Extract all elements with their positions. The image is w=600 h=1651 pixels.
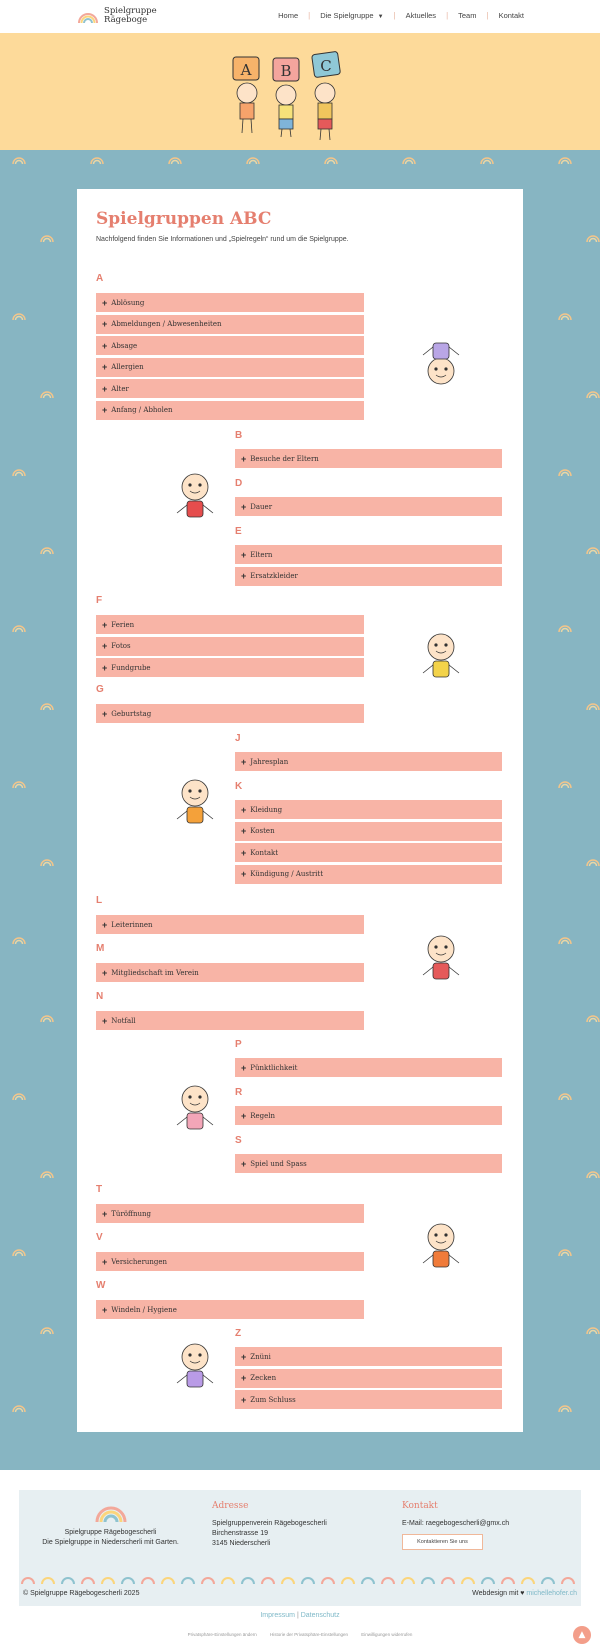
- rainbow-strip-icon: [181, 1574, 195, 1584]
- rainbow-strip-icon: [81, 1574, 95, 1584]
- plus-icon: +: [241, 1110, 247, 1121]
- accordion-item[interactable]: [235, 800, 502, 819]
- footer-about-line-2: Die Spielgruppe in Niederscherli mit Garten.: [42, 1539, 179, 1546]
- contact-button[interactable]: Kontaktieren Sie uns: [402, 1534, 483, 1550]
- plus-icon: +: [102, 641, 108, 651]
- footer-about: [19, 1528, 202, 1548]
- plus-icon: +: [241, 1394, 247, 1405]
- accordion-item-label: Versicherungen: [111, 1257, 168, 1266]
- section-letter-m: M: [96, 943, 105, 954]
- privacy-history-link[interactable]: Historie der Privatsphäre-Einstellungen: [269, 1632, 349, 1637]
- accordion-item[interactable]: [235, 1058, 502, 1077]
- accordion-item[interactable]: [235, 865, 502, 884]
- accordion-item-label: Leiterinnen: [111, 920, 153, 929]
- footer-about-line-1: Spielgruppe Rägebogescherli: [64, 1529, 157, 1536]
- rainbow-pattern-icon: [12, 156, 26, 164]
- accordion-item-label: Geburtstag: [111, 709, 152, 718]
- abc-kids-illustration: [229, 33, 371, 150]
- privacy-links: [0, 1632, 600, 1637]
- rainbow-strip-icon: [521, 1574, 535, 1584]
- section-letter-e: E: [235, 526, 242, 537]
- girl-pigtails-illustration: [165, 1079, 225, 1154]
- accordion-item[interactable]: [96, 401, 364, 420]
- accordion-item-label: Eltern: [250, 550, 273, 559]
- rainbow-strip-icon: [281, 1574, 295, 1584]
- rainbow-strip-icon: [61, 1574, 75, 1584]
- rainbow-strip-icon: [401, 1574, 415, 1584]
- accordion-item-label: Windeln / Hygiene: [111, 1305, 177, 1314]
- rainbow-pattern-icon: [12, 1404, 26, 1412]
- plus-icon: +: [241, 847, 247, 858]
- section-letter-r: R: [235, 1087, 243, 1098]
- accordion-item-label: Abmeldungen / Abwesenheiten: [111, 320, 222, 328]
- rainbow-pattern-icon: [558, 1404, 572, 1412]
- accordion-item-label: Kleidung: [250, 805, 283, 814]
- rainbow-strip-icon: [201, 1574, 215, 1584]
- accordion-item[interactable]: [96, 1300, 364, 1319]
- accordion-item-label: Kosten: [250, 827, 275, 835]
- rainbow-pattern-icon: [12, 1092, 26, 1100]
- arrow-up-icon: ▲: [578, 1630, 586, 1640]
- rainbow-pattern-icon: [558, 936, 572, 944]
- plus-icon: +: [102, 619, 108, 630]
- accordion-item-label: Fundgrube: [111, 663, 151, 672]
- accordion-item-label: Zum Schluss: [250, 1395, 296, 1404]
- rainbow-strip-icon: [481, 1574, 495, 1584]
- accordion-item-label: Besuche der Eltern: [250, 454, 319, 463]
- webdesign-link[interactable]: michellehofer.ch: [526, 1590, 577, 1597]
- rainbow-pattern-icon: [586, 546, 600, 554]
- legal-links: [0, 1612, 600, 1619]
- rainbow-strip-icon: [41, 1574, 55, 1584]
- rainbow-pattern-icon: [558, 468, 572, 476]
- rainbow-pattern-icon: [40, 390, 54, 398]
- plus-icon: +: [102, 297, 108, 308]
- rainbow-pattern-icon: [480, 156, 494, 164]
- accordion-item-label: Alter: [111, 384, 129, 393]
- accordion-item-label: Anfang / Abholen: [111, 406, 173, 414]
- nav-team[interactable]: Team: [458, 11, 477, 20]
- link-separator: |: [296, 1612, 301, 1619]
- accordion-item[interactable]: [235, 1369, 502, 1388]
- rainbow-pattern-icon: [586, 390, 600, 398]
- plus-icon: +: [241, 1062, 247, 1073]
- plus-icon: +: [102, 319, 108, 329]
- rainbow-pattern-icon: [40, 1170, 54, 1178]
- copyright: © Spielgruppe Rägebogescherli 2025: [23, 1590, 140, 1597]
- kid-rolling-illustration: [411, 1217, 471, 1292]
- accordion-item-label: Jahresplan: [250, 757, 289, 766]
- rainbow-strip-icon: [421, 1574, 435, 1584]
- girl-painting-illustration: [165, 1337, 225, 1412]
- plus-icon: +: [102, 1256, 108, 1267]
- main-nav: [278, 11, 524, 20]
- plus-icon: +: [102, 967, 108, 978]
- accordion-item-label: Znüni: [250, 1352, 271, 1361]
- plus-icon: +: [102, 362, 108, 372]
- rainbow-pattern-icon: [586, 234, 600, 242]
- section-letter-v: V: [96, 1232, 103, 1243]
- rainbow-strip-icon: [441, 1574, 455, 1584]
- rainbow-pattern-icon: [558, 156, 572, 164]
- rainbow-strip-icon: [381, 1574, 395, 1584]
- block-a: [233, 57, 259, 80]
- section-letter-j: J: [235, 733, 241, 744]
- accordion-item[interactable]: [235, 752, 502, 771]
- accordion-item[interactable]: [96, 336, 364, 355]
- section-letter-s: S: [235, 1135, 242, 1146]
- accordion-item[interactable]: [96, 1011, 364, 1030]
- footer-address: [212, 1519, 327, 1549]
- plus-icon: +: [102, 1015, 108, 1026]
- section-letter-n: N: [96, 991, 104, 1002]
- block-c-letter: C: [320, 57, 332, 75]
- rainbow-strip-icon: [341, 1574, 355, 1584]
- rainbow-strip-icon: [361, 1574, 375, 1584]
- rainbow-strip-icon: [541, 1574, 555, 1584]
- accordion-item-label: Ablösung: [111, 298, 145, 307]
- block-a-letter: A: [240, 61, 252, 79]
- rainbow-pattern-icon: [586, 858, 600, 866]
- logo-text: [104, 7, 157, 25]
- accordion-item-label: Türöffnung: [111, 1209, 151, 1218]
- rainbow-pattern-icon: [40, 234, 54, 242]
- accordion-item[interactable]: [235, 497, 502, 516]
- page-title: Spielgruppen ABC: [96, 209, 272, 229]
- plus-icon: +: [241, 549, 247, 560]
- accordion-item[interactable]: [96, 963, 364, 982]
- rainbow-pattern-icon: [12, 936, 26, 944]
- block-b: [273, 58, 299, 81]
- section-letter-k: K: [235, 781, 243, 792]
- accordion-item[interactable]: [235, 822, 502, 841]
- accordion-item[interactable]: [96, 358, 364, 377]
- rainbow-pattern-icon: [12, 1248, 26, 1256]
- plus-icon: +: [241, 1158, 247, 1169]
- accordion-item[interactable]: [235, 545, 502, 564]
- rainbow-strip-icon: [161, 1574, 175, 1584]
- accordion-item[interactable]: [96, 658, 364, 677]
- content-card: [77, 189, 523, 1432]
- rainbow-pattern-icon: [12, 780, 26, 788]
- accordion-item-label: Fotos: [111, 642, 131, 650]
- section-letter-w: W: [96, 1280, 106, 1291]
- impressum-link[interactable]: Impressum: [260, 1612, 295, 1619]
- rainbow-pattern-icon: [586, 1014, 600, 1022]
- rainbow-pattern-icon: [558, 624, 572, 632]
- rainbow-pattern-icon: [12, 624, 26, 632]
- plus-icon: +: [241, 501, 247, 512]
- nav-die-spielgruppe-label: Die Spielgruppe: [320, 11, 374, 20]
- site-header: [0, 0, 600, 33]
- girl-with-toy-illustration: [165, 467, 225, 542]
- rainbow-strip-icon: [301, 1574, 315, 1584]
- plus-icon: +: [102, 1208, 108, 1219]
- accordion-item-label: Ferien: [111, 620, 135, 629]
- plus-icon: +: [102, 1304, 108, 1315]
- plus-icon: +: [102, 919, 108, 930]
- nav-separator: |: [446, 11, 449, 20]
- plus-icon: +: [241, 756, 247, 767]
- rainbow-strip-icon: [501, 1574, 515, 1584]
- accordion-item[interactable]: [96, 637, 364, 656]
- section-letter-g: G: [96, 684, 104, 695]
- footer-box: [19, 1490, 581, 1606]
- rainbow-strip-icon: [561, 1574, 575, 1584]
- site-footer: [0, 1470, 600, 1651]
- accordion-item[interactable]: [96, 315, 364, 334]
- section-letter-p: P: [235, 1039, 242, 1050]
- rainbow-pattern-icon: [168, 156, 182, 164]
- accordion-item-label: Zecken: [250, 1374, 277, 1382]
- accordion-item-label: Mitgliedschaft im Verein: [111, 968, 199, 977]
- accordion-item[interactable]: [235, 843, 502, 862]
- accordion-item[interactable]: [96, 704, 364, 723]
- rainbow-pattern-icon: [558, 312, 572, 320]
- address-line-2: Birchenstrasse 19: [212, 1530, 269, 1537]
- plus-icon: +: [102, 383, 108, 394]
- rainbow-pattern-icon: [40, 858, 54, 866]
- footer-address-heading: Adresse: [212, 1501, 249, 1511]
- rainbow-strip-icon: [141, 1574, 155, 1584]
- rainbow-strip-icon: [261, 1574, 275, 1584]
- caret-down-icon: ▼: [377, 14, 384, 20]
- page-intro: Nachfolgend finden Sie Informationen und „Spielregeln“ rund um die Spielgruppe.: [96, 236, 349, 243]
- section-letter-l: L: [96, 895, 103, 906]
- rainbow-strip-icon: [461, 1574, 475, 1584]
- plus-icon: +: [241, 571, 247, 581]
- footer-email[interactable]: E-Mail: raegebogescherli@gmx.ch: [402, 1520, 510, 1527]
- accordion-item-label: Pünktlichkeit: [250, 1063, 298, 1072]
- rainbow-pattern-icon: [402, 156, 416, 164]
- rainbow-strip-icon: [241, 1574, 255, 1584]
- site-logo[interactable]: [77, 4, 157, 28]
- rainbow-pattern-icon: [558, 1248, 572, 1256]
- rainbow-pattern-icon: [586, 1326, 600, 1334]
- rainbow-pattern-icon: [90, 156, 104, 164]
- plus-icon: +: [102, 708, 108, 719]
- accordion-item-label: Allergien: [111, 363, 144, 371]
- accordion-item[interactable]: [96, 1204, 364, 1223]
- accordion-item-label: Regeln: [250, 1111, 276, 1120]
- rainbow-pattern-icon: [586, 1170, 600, 1178]
- accordion-item-label: Dauer: [250, 502, 273, 511]
- rainbow-strip-icon: [101, 1574, 115, 1584]
- accordion-item-label: Absage: [111, 341, 138, 350]
- address-line-1: Spielgruppenverein Rägebogescherli: [212, 1520, 327, 1527]
- logo-line-1: Spielgruppe: [104, 6, 157, 16]
- boy-with-teddy-illustration: [411, 929, 471, 1004]
- rainbow-pattern-icon: [12, 312, 26, 320]
- rainbow-pattern-icon: [40, 546, 54, 554]
- accordion-item[interactable]: [96, 915, 364, 934]
- rainbow-strip-icon: [321, 1574, 335, 1584]
- nav-separator: |: [486, 11, 489, 20]
- nav-separator: |: [393, 11, 396, 20]
- rainbow-pattern-icon: [40, 702, 54, 710]
- block-b-letter: B: [280, 62, 292, 80]
- footer-rainbow-strip: [19, 1573, 581, 1585]
- section-letter-d: D: [235, 478, 243, 489]
- plus-icon: +: [241, 453, 247, 464]
- rainbow-pattern-icon: [558, 780, 572, 788]
- logo-line-2: Rägeboge: [104, 15, 148, 25]
- rainbow-pattern-icon: [586, 702, 600, 710]
- rainbow-pattern-icon: [558, 1092, 572, 1100]
- kid-handstand-illustration: [411, 321, 471, 396]
- plus-icon: +: [102, 340, 108, 351]
- plus-icon: +: [241, 804, 247, 815]
- plus-icon: +: [102, 662, 108, 673]
- privacy-settings-link[interactable]: Privatsphäre-Einstellungen ändern: [187, 1632, 257, 1637]
- accordion-item-label: Spiel und Spass: [250, 1159, 307, 1168]
- plus-icon: +: [241, 869, 247, 879]
- accordion-item[interactable]: [96, 379, 364, 398]
- accordion-item-label: Kündigung / Austritt: [250, 870, 324, 878]
- section-letter-z: Z: [235, 1328, 242, 1339]
- boy-jumping-illustration: [411, 627, 471, 702]
- footer-contact-heading: Kontakt: [402, 1501, 438, 1511]
- nav-kontakt[interactable]: Kontakt: [498, 11, 524, 20]
- plus-icon: +: [102, 405, 108, 415]
- accordion-item[interactable]: [235, 1390, 502, 1409]
- plus-icon: +: [241, 1351, 247, 1362]
- accordion-item[interactable]: [96, 615, 364, 634]
- hero-banner: [0, 33, 600, 150]
- accordion-item[interactable]: [235, 1347, 502, 1366]
- section-letter-a: A: [96, 273, 104, 284]
- block-c: [312, 51, 341, 77]
- nav-die-spielgruppe[interactable]: [320, 11, 383, 20]
- accordion-item[interactable]: [235, 1106, 502, 1125]
- accordion-item-label: Ersatzkleider: [250, 572, 298, 580]
- rainbow-pattern-icon: [12, 468, 26, 476]
- accordion-item-label: Kontakt: [250, 848, 279, 857]
- accordion-item[interactable]: [235, 1154, 502, 1173]
- accordion-item-label: Notfall: [111, 1016, 136, 1025]
- address-line-3: 3145 Niederscherli: [212, 1540, 271, 1547]
- scroll-to-top-button[interactable]: [573, 1626, 591, 1644]
- nav-home[interactable]: Home: [278, 11, 299, 20]
- accordion-item[interactable]: [235, 567, 502, 586]
- nav-separator: |: [308, 11, 311, 20]
- rainbow-pattern-icon: [40, 1014, 54, 1022]
- rainbow-strip-icon: [221, 1574, 235, 1584]
- revoke-consent-link[interactable]: Einwilligungen widerrufen: [361, 1632, 413, 1637]
- rainbow-pattern-icon: [324, 156, 338, 164]
- plus-icon: +: [241, 1373, 247, 1383]
- plus-icon: +: [241, 826, 247, 836]
- accordion-item[interactable]: [96, 1252, 364, 1271]
- accordion-item[interactable]: [96, 293, 364, 312]
- webdesign-label: Webdesign mit ♥: [472, 1590, 525, 1597]
- rainbow-logo-icon: [77, 9, 99, 23]
- rainbow-pattern-icon: [40, 1326, 54, 1334]
- rainbow-pattern-icon: [246, 156, 260, 164]
- section-letter-b: B: [235, 430, 243, 441]
- nav-aktuelles[interactable]: Aktuelles: [405, 11, 437, 20]
- webdesign-credit: [472, 1590, 577, 1597]
- section-letter-t: T: [96, 1184, 103, 1195]
- rainbow-strip-icon: [121, 1574, 135, 1584]
- section-letter-f: F: [96, 595, 103, 606]
- rainbow-strip-icon: [21, 1574, 35, 1584]
- accordion-item[interactable]: [235, 449, 502, 468]
- datenschutz-link[interactable]: Datenschutz: [300, 1612, 340, 1619]
- rainbow-icon: [95, 1502, 127, 1522]
- girl-dancing-illustration: [165, 773, 225, 848]
